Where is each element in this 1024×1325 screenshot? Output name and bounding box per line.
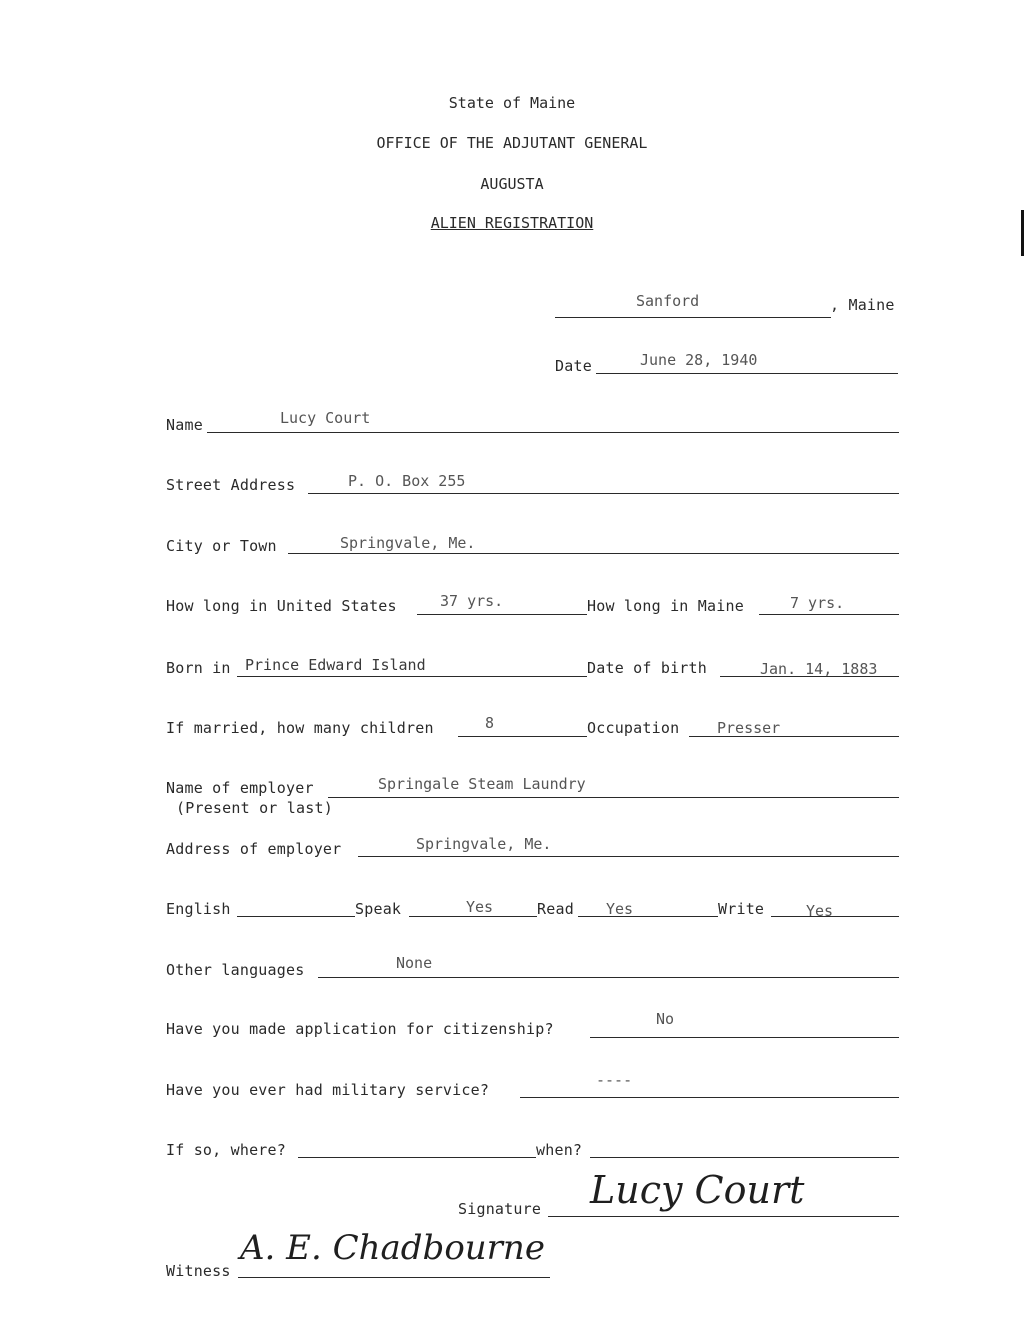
place-town-value: Sanford: [636, 292, 700, 310]
street-value: P. O. Box 255: [348, 472, 466, 490]
name-value: Lucy Court: [280, 409, 371, 427]
city-line: [288, 553, 899, 554]
employer-value: Springale Steam Laundry: [378, 775, 586, 793]
how-long-maine-value: 7 yrs.: [790, 594, 845, 612]
born-in-value: Prince Edward Island: [245, 656, 426, 674]
name-label: Name: [166, 416, 203, 434]
born-in-label: Born in: [166, 659, 231, 677]
citizenship-value: No: [656, 1010, 675, 1028]
employer-address-value: Springvale, Me.: [416, 835, 552, 853]
name-line: [207, 432, 899, 433]
signature-line: [548, 1216, 899, 1217]
other-languages-line: [318, 977, 899, 978]
when-label: when?: [536, 1141, 583, 1159]
speak-line: [409, 916, 537, 917]
speak-label: Speak: [355, 900, 402, 918]
signature-handwriting: Lucy Court: [590, 1168, 805, 1212]
place-line: [555, 317, 831, 318]
occupation-value: Presser: [717, 719, 781, 737]
header-state: State of Maine: [448, 94, 576, 112]
witness-line: [238, 1277, 550, 1278]
signature-label: Signature: [458, 1200, 542, 1218]
how-long-us-label: How long in United States: [166, 597, 397, 615]
date-of-birth-value: Jan. 14, 1883: [760, 660, 878, 678]
military-line: [520, 1097, 899, 1098]
header-title: ALIEN REGISTRATION: [430, 214, 594, 232]
witness-handwriting: A. E. Chadbourne: [240, 1228, 545, 1268]
children-line: [458, 736, 587, 737]
write-label: Write: [718, 900, 765, 918]
employer-line: [328, 797, 899, 798]
employer-sublabel: (Present or last): [176, 799, 333, 817]
read-line: [578, 916, 718, 917]
military-label: Have you ever had military service?: [166, 1081, 490, 1099]
city-label: City or Town: [166, 537, 277, 555]
witness-label: Witness: [166, 1262, 231, 1280]
other-languages-label: Other languages: [166, 961, 305, 979]
place-state-label: , Maine: [830, 296, 895, 314]
read-value: Yes: [606, 900, 634, 918]
where-line: [298, 1157, 536, 1158]
write-value: Yes: [806, 902, 834, 920]
city-value: Springvale, Me.: [340, 534, 476, 552]
street-label: Street Address: [166, 476, 296, 494]
how-long-us-line: [417, 614, 587, 615]
english-line: [237, 916, 355, 917]
date-line: [596, 373, 898, 374]
how-long-maine-line: [759, 614, 899, 615]
how-long-us-value: 37 yrs.: [440, 592, 504, 610]
employer-address-label: Address of employer: [166, 840, 342, 858]
read-label: Read: [537, 900, 574, 918]
citizenship-line: [590, 1037, 899, 1038]
occupation-label: Occupation: [587, 719, 680, 737]
born-in-line: [237, 676, 587, 677]
children-label: If married, how many children: [166, 719, 434, 737]
date-value: June 28, 1940: [640, 351, 758, 369]
header-city: AUGUSTA: [480, 175, 544, 193]
citizenship-label: Have you made application for citizenship?: [166, 1020, 554, 1038]
other-languages-value: None: [396, 954, 433, 972]
write-line: [771, 916, 899, 917]
date-label: Date: [555, 357, 592, 375]
military-value: ----: [596, 1071, 633, 1089]
children-value: 8: [485, 714, 495, 732]
date-of-birth-label: Date of birth: [587, 659, 707, 677]
english-label: English: [166, 900, 231, 918]
employer-address-line: [358, 856, 899, 857]
employer-label: Name of employer: [166, 779, 314, 797]
header-office: OFFICE OF THE ADJUTANT GENERAL: [376, 134, 648, 152]
speak-value: Yes: [466, 898, 494, 916]
street-line: [308, 493, 899, 494]
how-long-maine-label: How long in Maine: [587, 597, 744, 615]
when-line: [590, 1157, 899, 1158]
where-label: If so, where?: [166, 1141, 286, 1159]
